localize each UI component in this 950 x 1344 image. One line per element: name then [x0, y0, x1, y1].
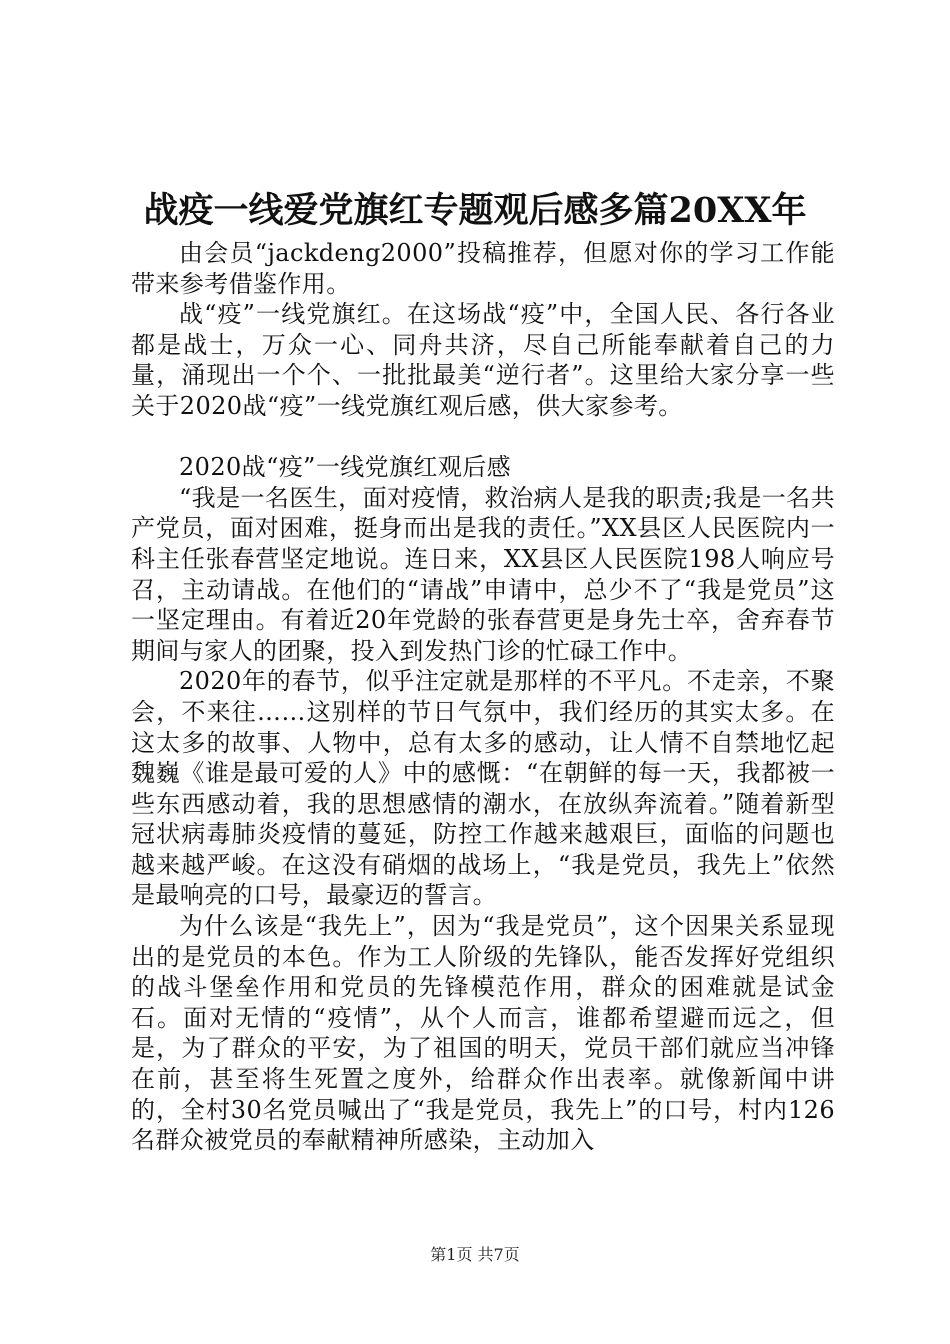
paragraph-3: 2020年的春节，似乎注定就是那样的不平凡。不走亲，不聚会，不来往……这别样的节日气氛中，我们经历的其实太多。在这太多的故事、人物中，总有太多的感动，让人情不自禁地忆起魏巍《谁是最可爱的人》中的感慨：“在朝鲜的每一天，我都被一些东西感动着，我的思想感情的潮水，在放纵奔流着。”随着新型冠状病毒肺炎疫情的蔓延，防控工作越来越艰巨，面临的问题也越来越严峻。在这没有硝烟的战场上，“我是党员，我先上”依然是最响亮的口号，最豪迈的誓言。	[131, 667, 835, 910]
page-number: 第1页 共7页	[430, 1245, 520, 1264]
paragraph-spacer	[131, 422, 835, 453]
paragraph-1: 战“疫”一线党旗红。在这场战“疫”中，全国人民、各行各业都是战士，万众一心、同舟共济，尽自己所能奉献着自己的力量，涌现出一个个、一批批最美“逆行者”。这里给大家分享一些关于2020战“疫”一线党旗红观后感，供大家参考。	[131, 300, 835, 420]
section-heading: 2020战“疫”一线党旗红观后感	[179, 453, 512, 482]
intro-paragraph: 由会员“jackdeng2000”投稿推荐，但愿对你的学习工作能带来参考借鉴作用。	[131, 239, 835, 298]
paragraph-4: 为什么该是“我先上”，因为“我是党员”，这个因果关系显现出的是党员的本色。作为工人阶级的先锋队，能否发挥好党组织的战斗堡垒作用和党员的先锋模范作用，群众的困难就是试金石。面对无情的“疫情”，从个人而言，谁都希望避而远之，但是，为了群众的平安，为了祖国的明天，党员干部们就应当冲锋在前，甚至将生死置之度外，给群众作出表率。就像新闻中讲的，全村30名党员喊出了“我是党员，我先上”的口号，村内126名群众被党员的奉献精神所感染，主动加入	[131, 912, 835, 1155]
document-body	[131, 238, 835, 1156]
paragraph-2: “我是一名医生，面对疫情，救治病人是我的职责;我是一名共产党员，面对困难，挺身而出是我的责任。”XX县区人民医院内一科主任张春营坚定地说。连日来，XX县区人民医院198人响应号召，主动请战。在他们的“请战”申请中，总少不了“我是党员”这一坚定理由。有着近20年党龄的张春营更是身先士卒，舍弃春节期间与家人的团聚，投入到发热门诊的忙碌工作中。	[131, 483, 835, 665]
document-title: 战疫一线爱党旗红专题观后感多篇20XX年	[143, 190, 807, 231]
